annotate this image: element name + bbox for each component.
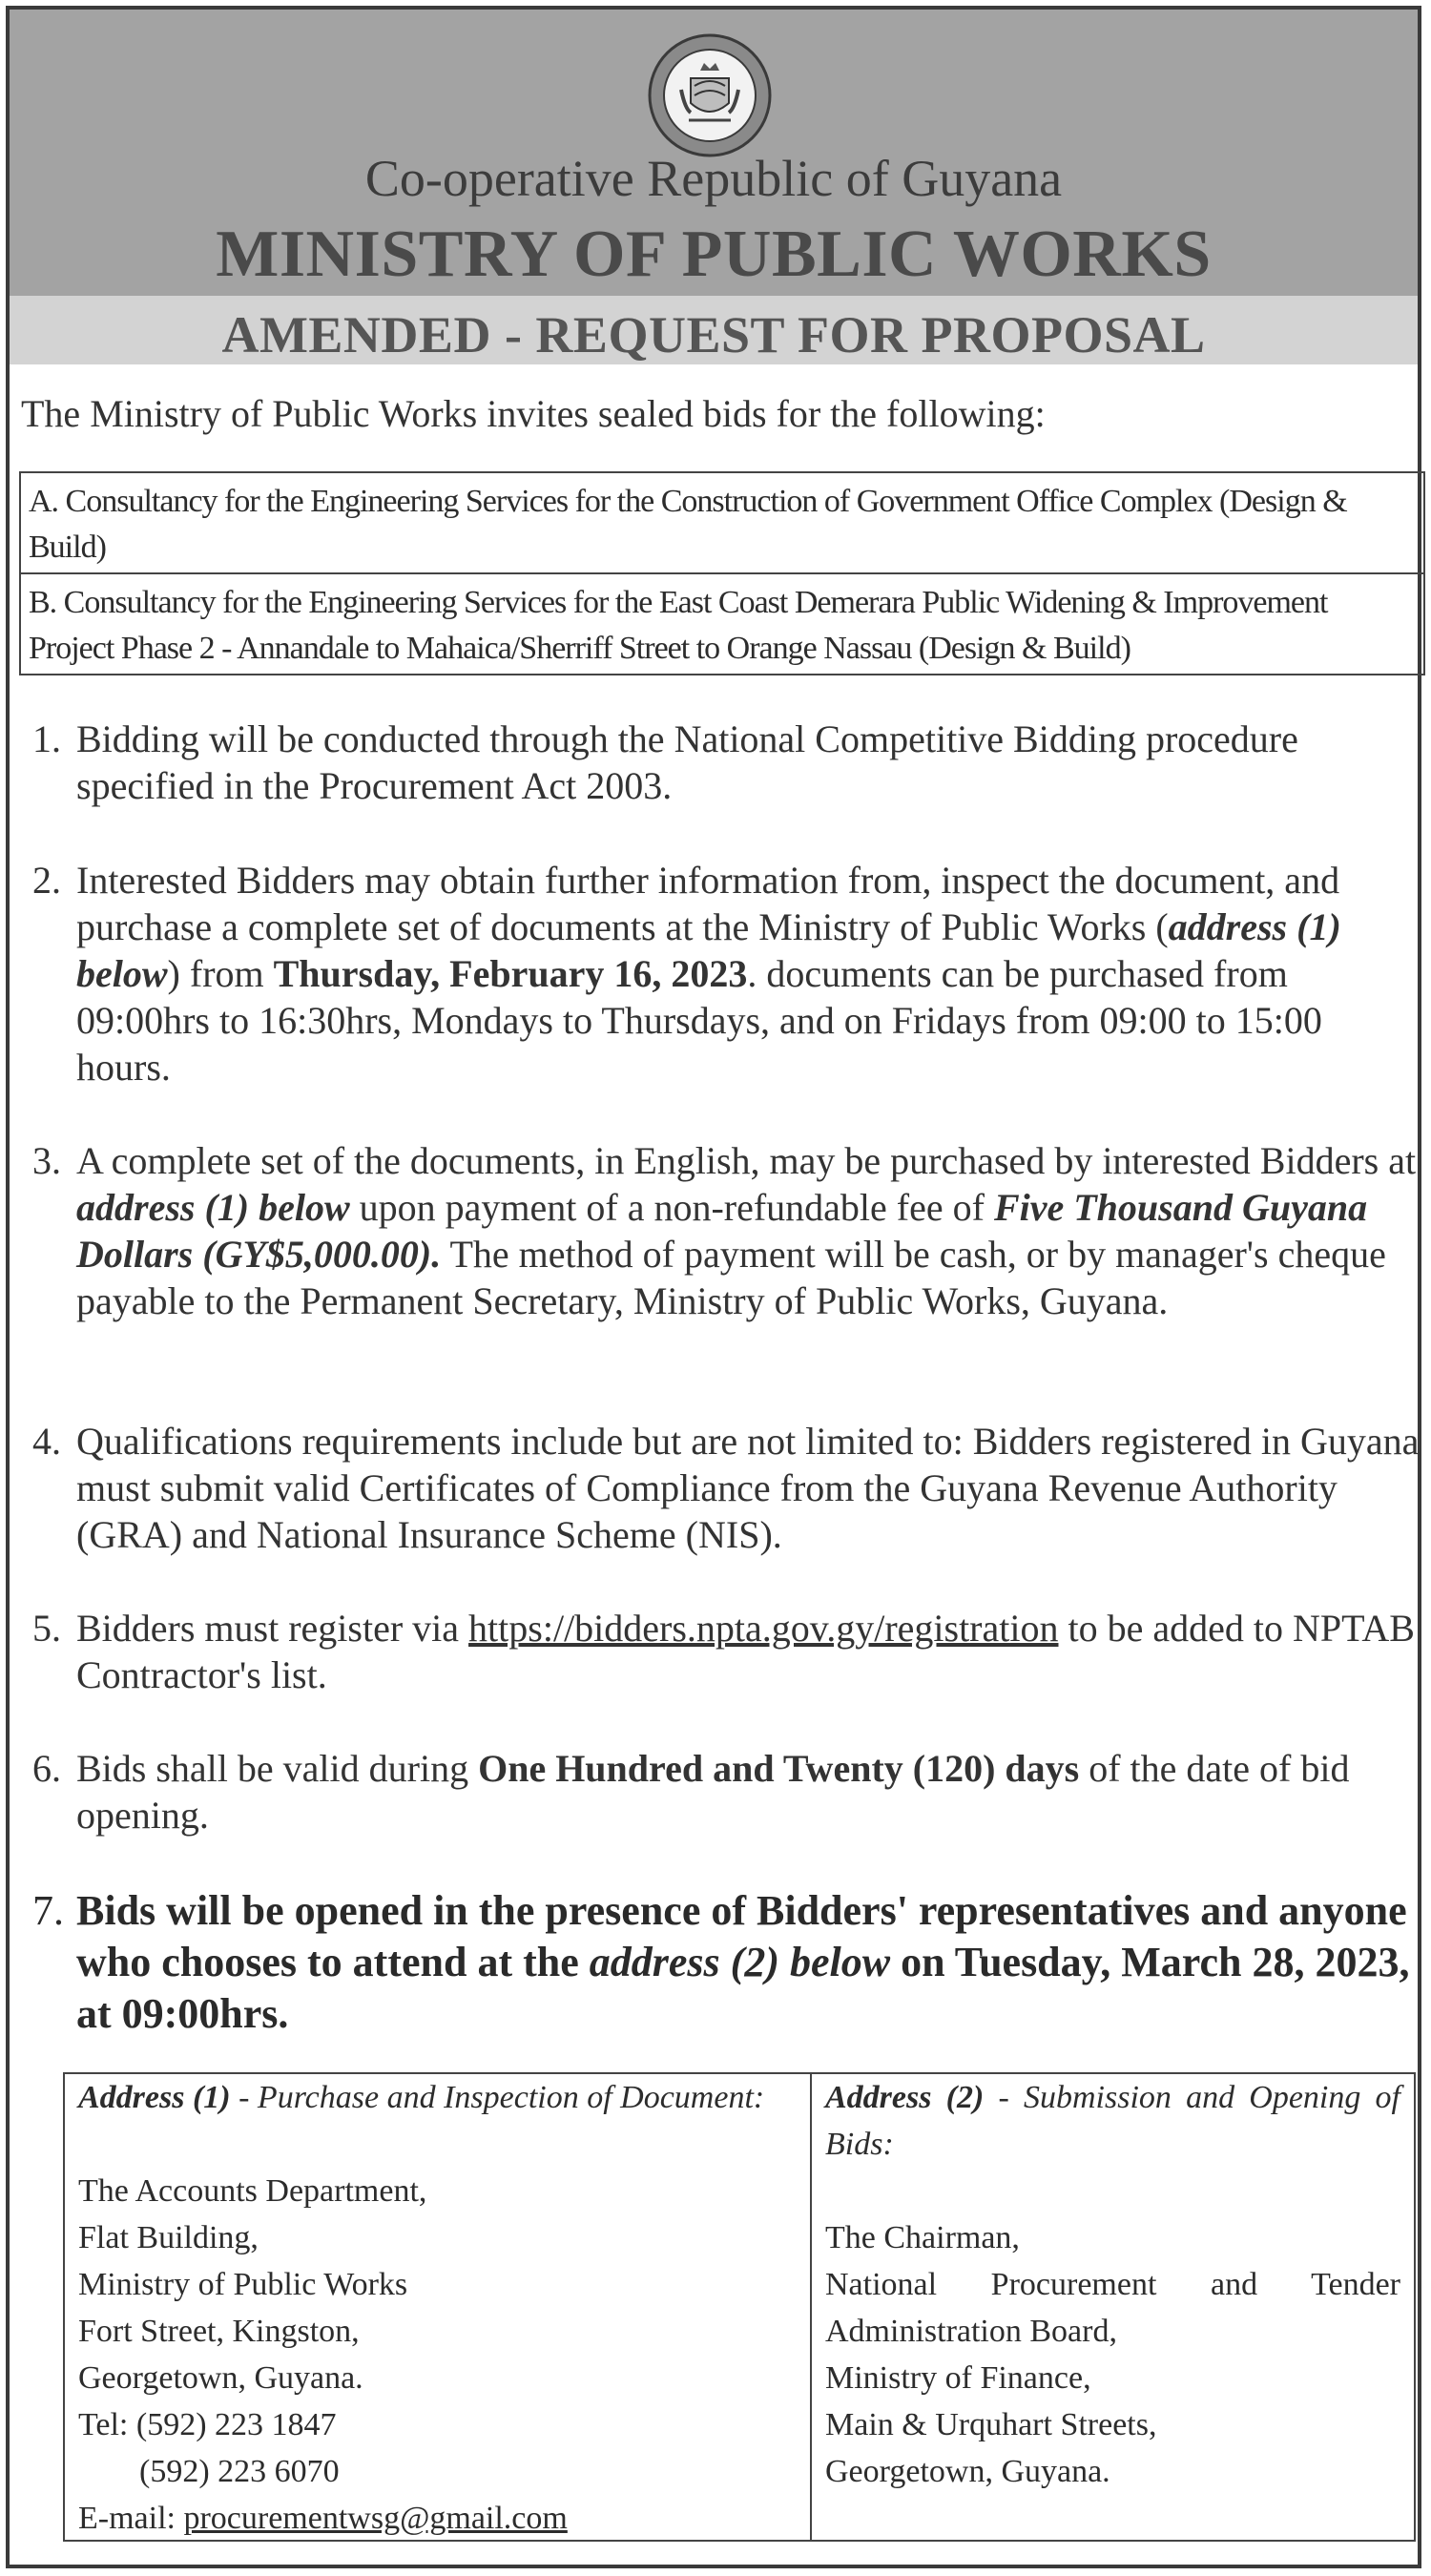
address-reference: address (1) below — [76, 905, 1341, 995]
fee-amount: Five Thousand Guyana Dollars (GY$5,000.00). — [76, 1186, 1368, 1276]
address-line: Administration Board, — [825, 2314, 1117, 2349]
list-item-5 — [32, 1605, 1421, 1698]
list-number: 5. — [32, 1607, 61, 1650]
list-text: The method of payment will be cash, or by manager's cheque payable to the Permanent Secretary, Ministry of Public Works, Guyana. — [76, 1233, 1386, 1322]
list-text: upon payment of a non-refundable fee of — [349, 1186, 994, 1229]
list-text: Bids shall be valid during — [76, 1747, 479, 1790]
address-2-label: Address (2) — [825, 2080, 985, 2115]
list-number: 6. — [32, 1747, 61, 1790]
address-1-column — [65, 2074, 812, 2540]
address-1-purpose: - Purchase and Inspection of Document: — [230, 2080, 765, 2115]
list-number: 1. — [32, 717, 61, 760]
coat-of-arms-seal-icon — [647, 32, 773, 158]
email-link[interactable]: procurementwsg@gmail.com — [183, 2501, 568, 2536]
list-item-6 — [32, 1745, 1421, 1839]
email-label: E-mail: — [78, 2501, 184, 2536]
country-name: Co-operative Republic of Guyana — [364, 150, 1063, 207]
registration-link[interactable]: https://bidders.npta.gov.gy/registration — [468, 1607, 1059, 1650]
list-text: . documents can be purchased from 09:00hrs to 16:30hrs, Mondays to Thursdays, and on Fridays from 09:00 to 15:00 hours. — [76, 952, 1322, 1089]
address-line: Georgetown, Guyana. — [825, 2454, 1110, 2489]
list-text: Bidding will be conducted through the National Competitive Bidding procedure specified in the Procurement Act 2003. — [76, 717, 1298, 807]
list-number: 4. — [32, 1420, 61, 1463]
list-text: Qualifications requirements include but are not limited to: Bidders registered in Guyana must submit valid Certificates of Compliance from the Guyana Revenue Authority (GRA) and National Insurance Scheme (NIS). — [76, 1420, 1420, 1556]
tel-label: Tel: — [78, 2407, 136, 2442]
service-item-a: A. Consultancy for the Engineering Services for the Construction of Government Office Complex (Design & Build) — [29, 484, 1347, 565]
list-text: to be added to NPTAB Contractor's list. — [76, 1607, 1415, 1696]
address-line: The Chairman, — [825, 2220, 1020, 2255]
list-text: on Tuesday, March 28, 2023, at 09:00hrs. — [76, 1939, 1410, 2037]
address-line: Ministry of Finance, — [825, 2360, 1091, 2396]
address-table — [63, 2072, 1416, 2542]
list-number: 2. — [32, 859, 61, 902]
list-text: Bidders must register via — [76, 1607, 469, 1650]
list-text: ) from — [167, 952, 274, 995]
services-table — [19, 471, 1425, 675]
list-item-3 — [32, 1137, 1421, 1324]
ministry-title: MINISTRY OF PUBLIC WORKS — [216, 218, 1212, 291]
address-line: Main & Urquhart Streets, — [825, 2407, 1157, 2442]
service-item-b: B. Consultancy for the Engineering Services for the East Coast Demerara Public Widening & Improvement Project Phase 2 - Annandale to Mahaica/Sherriff Street to Orange Nassau (Design & Build) — [21, 572, 1423, 674]
address-2-heading — [825, 2074, 1400, 2168]
address-1-label: Address (1) — [78, 2080, 231, 2115]
intro-text: The Ministry of Public Works invites sealed bids for the following: — [21, 392, 1046, 435]
list-text: of the date of bid opening. — [76, 1747, 1350, 1837]
tel-number: (592) 223 1847 — [135, 2407, 337, 2442]
list-number: 3. — [32, 1139, 61, 1182]
start-date: Thursday, February 16, 2023 — [273, 952, 748, 995]
address-1-heading — [78, 2074, 797, 2121]
list-item-2 — [32, 857, 1421, 1091]
list-text: Bids will be opened in the presence of Bidders' representatives and anyone who chooses to attend at the — [76, 1887, 1407, 1985]
address-line: Fort Street, Kingston, — [78, 2314, 360, 2349]
telephone-2: (592) 223 6070 — [139, 2454, 340, 2489]
address-reference: address (2) below — [589, 1939, 891, 1985]
address-2-column — [812, 2074, 1414, 2540]
address-2-purpose: - Submission and Opening of Bids: — [825, 2080, 1400, 2162]
list-item-7 — [32, 1885, 1421, 2040]
list-text: A complete set of the documents, in English, may be purchased by interested Bidders at — [76, 1139, 1417, 1182]
notice-type-title: AMENDED - REQUEST FOR PROPOSAL — [221, 306, 1206, 364]
address-line: Georgetown, Guyana. — [78, 2360, 363, 2396]
list-item-4 — [32, 1418, 1421, 1558]
list-number: 7. — [32, 1887, 64, 1934]
advertisement-frame — [6, 6, 1421, 2568]
header-band — [10, 10, 1418, 296]
telephone-1 — [78, 2401, 797, 2448]
list-item-1 — [32, 716, 1421, 809]
address-reference: address (1) below — [76, 1186, 350, 1229]
address-line: Flat Building, — [78, 2220, 259, 2255]
email-line — [78, 2495, 797, 2542]
address-line: National Procurement and Tender — [825, 2267, 1400, 2302]
address-line: The Accounts Department, — [78, 2173, 427, 2209]
address-line: Ministry of Public Works — [78, 2267, 408, 2302]
validity-period: One Hundred and Twenty (120) days — [478, 1747, 1080, 1790]
list-text: Interested Bidders may obtain further information from, inspect the document, and purchase a complete set of documents at the Ministry of Public Works ( — [76, 859, 1340, 948]
